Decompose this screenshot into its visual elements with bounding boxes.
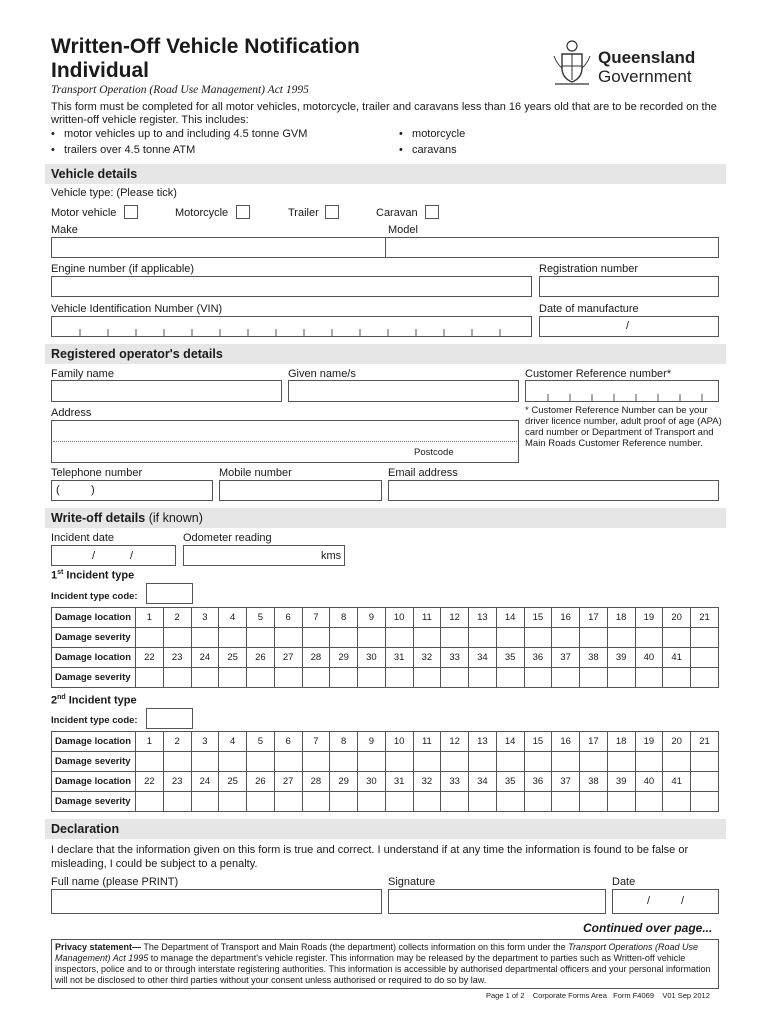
first-type-code-label: Incident type code: [51,591,138,602]
damage-location-row: Damage location 1 2 3 4 5 6 7 8 9 10 11 12 13 14 15 16 17 18 19 20 21 [52,608,719,628]
registration-number-field[interactable] [539,276,719,297]
second-incident-heading: 2nd Incident type [51,694,137,707]
damage-cell[interactable]: 31 [385,772,413,792]
damage-cell[interactable] [330,628,358,648]
damage-cell[interactable]: 26 [247,648,275,668]
family-name-field[interactable] [51,380,282,402]
odometer-field[interactable] [183,545,345,566]
damage-cell[interactable] [274,668,302,688]
damage-cell[interactable]: 39 [607,648,635,668]
damage-location-row: Damage location 1 2 3 4 5 6 7 8 9 10 11 12 13 14 15 16 17 18 19 20 21 [52,732,719,752]
damage-cell[interactable]: 23 [163,648,191,668]
damage-cell[interactable] [496,668,524,688]
intro-text: This form must be completed for all motor vehicles, motorcycle, trailer and caravans less than 16 years old that are to be recorded on the written-off vehicle register. This includes: [51,101,717,126]
coat-of-arms-icon [551,38,593,93]
damage-cell[interactable]: 5 [247,732,275,752]
damage-cell[interactable]: 34 [469,648,497,668]
label-vin: Vehicle Identification Number (VIN) [51,303,223,315]
second-damage-table [51,731,719,812]
damage-cell[interactable]: 41 [663,648,691,668]
damage-cell[interactable]: 12 [441,732,469,752]
damage-cell[interactable]: 37 [552,648,580,668]
damage-cell[interactable]: 35 [496,772,524,792]
label-address: Address [51,407,92,419]
damage-cell[interactable]: 36 [524,772,552,792]
damage-cell[interactable] [691,648,719,668]
damage-cell[interactable]: 34 [469,772,497,792]
damage-cell[interactable] [191,752,219,772]
damage-cell[interactable]: 20 [663,608,691,628]
damage-cell[interactable]: 19 [635,732,663,752]
damage-cell[interactable]: 26 [247,772,275,792]
damage-cell[interactable]: 29 [330,648,358,668]
continued-over-page: Continued over page... [583,921,713,935]
damage-cell[interactable] [274,752,302,772]
damage-cell[interactable] [163,792,191,812]
damage-cell[interactable] [358,668,386,688]
damage-cell[interactable]: 28 [302,772,330,792]
privacy-statement: Privacy statement— The Department of Transport and Main Roads (the department) collects information on this form under the Transport Operations (Road Use Management) Act 1995 to manage the department's vehicle register. This information may be released by the department to parties such as Written-off vehicle inspectors, police and to or through interstate registering authorities. This information is accessible by authorised departmental officers and your personal information will not be disclosed to other third parties without your consent unless authorised or required to do so by law. [51,939,719,989]
damage-cell[interactable] [274,628,302,648]
damage-cell[interactable] [552,628,580,648]
damage-cell[interactable]: 5 [247,608,275,628]
damage-cell[interactable] [330,792,358,812]
damage-cell[interactable] [136,792,164,812]
damage-cell[interactable] [247,668,275,688]
damage-cell[interactable] [358,792,386,812]
declaration-text: I declare that the information given on this form is true and correct. I understand if at any time the information is found to be false or misleading, I could be subject to a penalty. [51,844,689,870]
damage-cell[interactable]: 8 [330,608,358,628]
damage-cell[interactable] [469,792,497,812]
bullet-item: • caravans [399,144,457,156]
label-motorcycle: Motorcycle [175,207,229,219]
damage-cell[interactable] [136,628,164,648]
damage-cell[interactable]: 8 [330,732,358,752]
damage-cell[interactable] [663,792,691,812]
address-field[interactable] [51,420,519,463]
label-odometer: Odometer reading [183,532,272,544]
label-date: Date [612,876,636,888]
label-family-name: Family name [51,368,114,380]
damage-cell[interactable]: 16 [552,732,580,752]
crn-field[interactable] [525,380,719,402]
damage-cell[interactable] [219,752,247,772]
damage-cell[interactable] [496,628,524,648]
first-incident-heading: 1st Incident type [51,569,135,582]
date-of-manufacture-field[interactable] [539,316,719,337]
damage-cell[interactable]: 11 [413,732,441,752]
damage-cell[interactable] [191,792,219,812]
damage-cell[interactable] [663,628,691,648]
damage-cell[interactable]: 30 [358,772,386,792]
damage-cell[interactable] [580,792,608,812]
damage-cell[interactable] [552,668,580,688]
label-registration-number: Registration number [539,263,639,275]
damage-cell[interactable] [413,668,441,688]
checkbox-trailer[interactable] [325,205,339,219]
damage-cell[interactable]: 10 [385,732,413,752]
kms-unit: kms [321,550,342,562]
damage-cell[interactable] [469,668,497,688]
damage-cell[interactable]: 40 [635,648,663,668]
damage-cell[interactable]: 3 [191,732,219,752]
damage-cell[interactable] [441,668,469,688]
postcode-label: Postcode [414,447,454,458]
damage-cell[interactable] [691,668,719,688]
incident-date-field[interactable]: / / [51,545,176,566]
damage-cell[interactable] [191,668,219,688]
damage-cell[interactable] [580,668,608,688]
damage-cell[interactable] [219,668,247,688]
damage-cell[interactable] [607,668,635,688]
damage-cell[interactable]: 6 [274,732,302,752]
damage-cell[interactable] [524,628,552,648]
damage-cell[interactable]: 21 [691,732,719,752]
label-given-names: Given name/s [288,368,356,380]
damage-cell[interactable]: 12 [441,608,469,628]
damage-cell[interactable] [635,752,663,772]
damage-cell[interactable] [413,792,441,812]
damage-cell[interactable]: 38 [580,772,608,792]
damage-cell[interactable] [219,628,247,648]
damage-cell[interactable] [413,628,441,648]
act-subtitle: Transport Operation (Road Use Management) Act 1995 [51,84,309,96]
section-vehicle-details: Vehicle details [45,164,726,184]
label-telephone: Telephone number [51,467,143,479]
damage-cell[interactable]: 9 [358,608,386,628]
label-email: Email address [388,467,458,479]
first-incident-type-code-field[interactable] [146,583,193,604]
damage-cell[interactable] [635,792,663,812]
damage-location-row: Damage location 22 23 24 25 26 27 28 29 30 31 32 33 34 35 36 37 38 39 40 41 [52,648,719,668]
damage-cell[interactable] [580,752,608,772]
damage-cell[interactable] [136,668,164,688]
vehicle-type-prompt: Vehicle type: (Please tick) [51,187,177,199]
damage-cell[interactable] [496,752,524,772]
damage-cell[interactable] [580,628,608,648]
date-separator: / [626,320,630,332]
damage-cell[interactable] [691,752,719,772]
damage-cell[interactable]: 22 [136,772,164,792]
declaration-date-field[interactable]: / / [612,889,719,914]
damage-cell[interactable] [635,628,663,648]
damage-cell[interactable] [330,668,358,688]
label-model: Model [388,224,418,236]
damage-cell[interactable]: 36 [524,648,552,668]
label-engine-number: Engine number (if applicable) [51,263,195,275]
bullet-item: • motorcycle [399,128,466,140]
damage-cell[interactable] [163,668,191,688]
damage-cell[interactable] [219,792,247,812]
damage-cell[interactable]: 9 [358,732,386,752]
damage-cell[interactable] [441,628,469,648]
damage-cell[interactable] [385,628,413,648]
full-name-field[interactable] [51,889,382,914]
damage-cell[interactable] [191,628,219,648]
damage-cell[interactable]: 28 [302,648,330,668]
checkbox-motorcycle[interactable] [236,205,250,219]
damage-cell[interactable]: 24 [191,772,219,792]
damage-cell[interactable] [302,668,330,688]
qld-gov-wordmark: Queensland Government [598,48,696,86]
damage-cell[interactable] [247,792,275,812]
damage-cell[interactable] [385,752,413,772]
form-title: Written-Off Vehicle Notification Individual [51,35,360,82]
damage-cell[interactable]: 29 [330,772,358,792]
damage-cell[interactable] [358,752,386,772]
damage-cell[interactable]: 40 [635,772,663,792]
crn-footnote: * Customer Reference Number can be your driver licence number, adult proof of age (APA) card number or Department of Transport and Main Roads Customer Reference number. [525,405,722,449]
damage-cell[interactable]: 20 [663,732,691,752]
damage-cell[interactable]: 39 [607,772,635,792]
telephone-field[interactable]: ( ) [51,480,213,501]
damage-cell[interactable] [330,752,358,772]
damage-cell[interactable]: 15 [524,608,552,628]
damage-cell[interactable] [247,628,275,648]
damage-cell[interactable]: 17 [580,608,608,628]
damage-cell[interactable] [691,628,719,648]
damage-cell[interactable] [274,792,302,812]
damage-cell[interactable] [469,752,497,772]
damage-cell[interactable] [607,752,635,772]
address-line-divider [53,441,517,442]
damage-cell[interactable]: 35 [496,648,524,668]
damage-cell[interactable]: 21 [691,608,719,628]
damage-cell[interactable]: 41 [663,772,691,792]
damage-cell[interactable]: 2 [163,732,191,752]
damage-cell[interactable]: 1 [136,732,164,752]
damage-cell[interactable] [524,668,552,688]
damage-cell[interactable]: 18 [607,732,635,752]
damage-cell[interactable]: 10 [385,608,413,628]
damage-cell[interactable]: 6 [274,608,302,628]
damage-cell[interactable]: 27 [274,772,302,792]
section-writeoff-details: Write-off details (if known) [45,508,726,528]
damage-cell[interactable]: 33 [441,648,469,668]
damage-cell[interactable] [552,792,580,812]
field-divider [385,237,386,258]
bullet-item: • motor vehicles up to and including 4.5 tonne GVM [51,128,308,140]
damage-cell[interactable]: 31 [385,648,413,668]
damage-cell[interactable]: 33 [441,772,469,792]
damage-cell[interactable] [496,792,524,812]
checkbox-motor-vehicle[interactable] [124,205,138,219]
damage-cell[interactable] [163,628,191,648]
bullet-item: • trailers over 4.5 tonne ATM [51,144,196,156]
damage-cell[interactable]: 19 [635,608,663,628]
label-date-of-manufacture: Date of manufacture [539,303,639,315]
damage-cell[interactable]: 23 [163,772,191,792]
damage-cell[interactable] [691,772,719,792]
damage-cell[interactable]: 15 [524,732,552,752]
second-incident-type-code-field[interactable] [146,708,193,729]
mobile-field[interactable] [219,480,382,501]
damage-cell[interactable] [247,752,275,772]
damage-cell[interactable]: 4 [219,608,247,628]
damage-cell[interactable]: 18 [607,608,635,628]
damage-severity-row: Damage severity [52,668,719,688]
damage-cell[interactable] [635,668,663,688]
damage-cell[interactable] [385,668,413,688]
damage-cell[interactable] [524,752,552,772]
damage-cell[interactable]: 25 [219,772,247,792]
damage-cell[interactable] [385,792,413,812]
damage-cell[interactable]: 13 [469,608,497,628]
damage-cell[interactable]: 25 [219,648,247,668]
first-damage-table [51,607,719,688]
page-footer: Page 1 of 2 Corporate Forms Area Form F4069 V01 Sep 2012 [486,991,710,1000]
signature-field[interactable] [388,889,606,914]
damage-cell[interactable] [136,752,164,772]
damage-cell[interactable] [441,792,469,812]
damage-cell[interactable]: 7 [302,608,330,628]
damage-cell[interactable] [302,792,330,812]
damage-cell[interactable] [302,628,330,648]
damage-cell[interactable]: 1 [136,608,164,628]
damage-cell[interactable]: 14 [496,732,524,752]
label-full-name: Full name (please PRINT) [51,876,179,888]
section-operator-details: Registered operator's details [45,344,726,364]
damage-cell[interactable] [163,752,191,772]
damage-cell[interactable] [302,752,330,772]
damage-cell[interactable]: 2 [163,608,191,628]
label-caravan: Caravan [376,207,418,219]
damage-severity-row: Damage severity [52,628,719,648]
damage-cell[interactable]: 38 [580,648,608,668]
label-mobile: Mobile number [219,467,292,479]
checkbox-caravan[interactable] [425,205,439,219]
damage-cell[interactable] [663,668,691,688]
engine-number-field[interactable] [51,276,532,297]
given-names-field[interactable] [288,380,519,402]
damage-cell[interactable]: 11 [413,608,441,628]
damage-cell[interactable]: 7 [302,732,330,752]
label-trailer: Trailer [288,207,319,219]
damage-cell[interactable]: 32 [413,648,441,668]
damage-severity-row: Damage severity [52,792,719,812]
damage-cell[interactable]: 17 [580,732,608,752]
damage-cell[interactable]: 16 [552,608,580,628]
damage-cell[interactable]: 30 [358,648,386,668]
damage-cell[interactable] [441,752,469,772]
damage-cell[interactable]: 32 [413,772,441,792]
damage-severity-row: Damage severity [52,752,719,772]
label-motor-vehicle: Motor vehicle [51,207,117,219]
damage-cell[interactable]: 24 [191,648,219,668]
damage-cell[interactable] [413,752,441,772]
label-incident-date: Incident date [51,532,114,544]
damage-cell[interactable]: 37 [552,772,580,792]
email-field[interactable] [388,480,719,501]
label-signature: Signature [388,876,436,888]
damage-cell[interactable] [469,628,497,648]
damage-cell[interactable]: 3 [191,608,219,628]
section-declaration: Declaration [45,819,726,839]
damage-location-row: Damage location 22 23 24 25 26 27 28 29 30 31 32 33 34 35 36 37 38 39 40 41 [52,772,719,792]
damage-cell[interactable]: 22 [136,648,164,668]
damage-cell[interactable] [663,752,691,772]
damage-cell[interactable] [552,752,580,772]
damage-cell[interactable] [691,792,719,812]
label-make: Make [51,224,78,236]
damage-cell[interactable] [607,628,635,648]
second-type-code-label: Incident type code: [51,715,138,726]
label-crn: Customer Reference number* [525,368,672,380]
damage-cell[interactable]: 4 [219,732,247,752]
damage-cell[interactable] [358,628,386,648]
damage-cell[interactable] [524,792,552,812]
damage-cell[interactable]: 13 [469,732,497,752]
vin-field[interactable] [51,316,532,337]
damage-cell[interactable]: 27 [274,648,302,668]
damage-cell[interactable] [607,792,635,812]
damage-cell[interactable]: 14 [496,608,524,628]
